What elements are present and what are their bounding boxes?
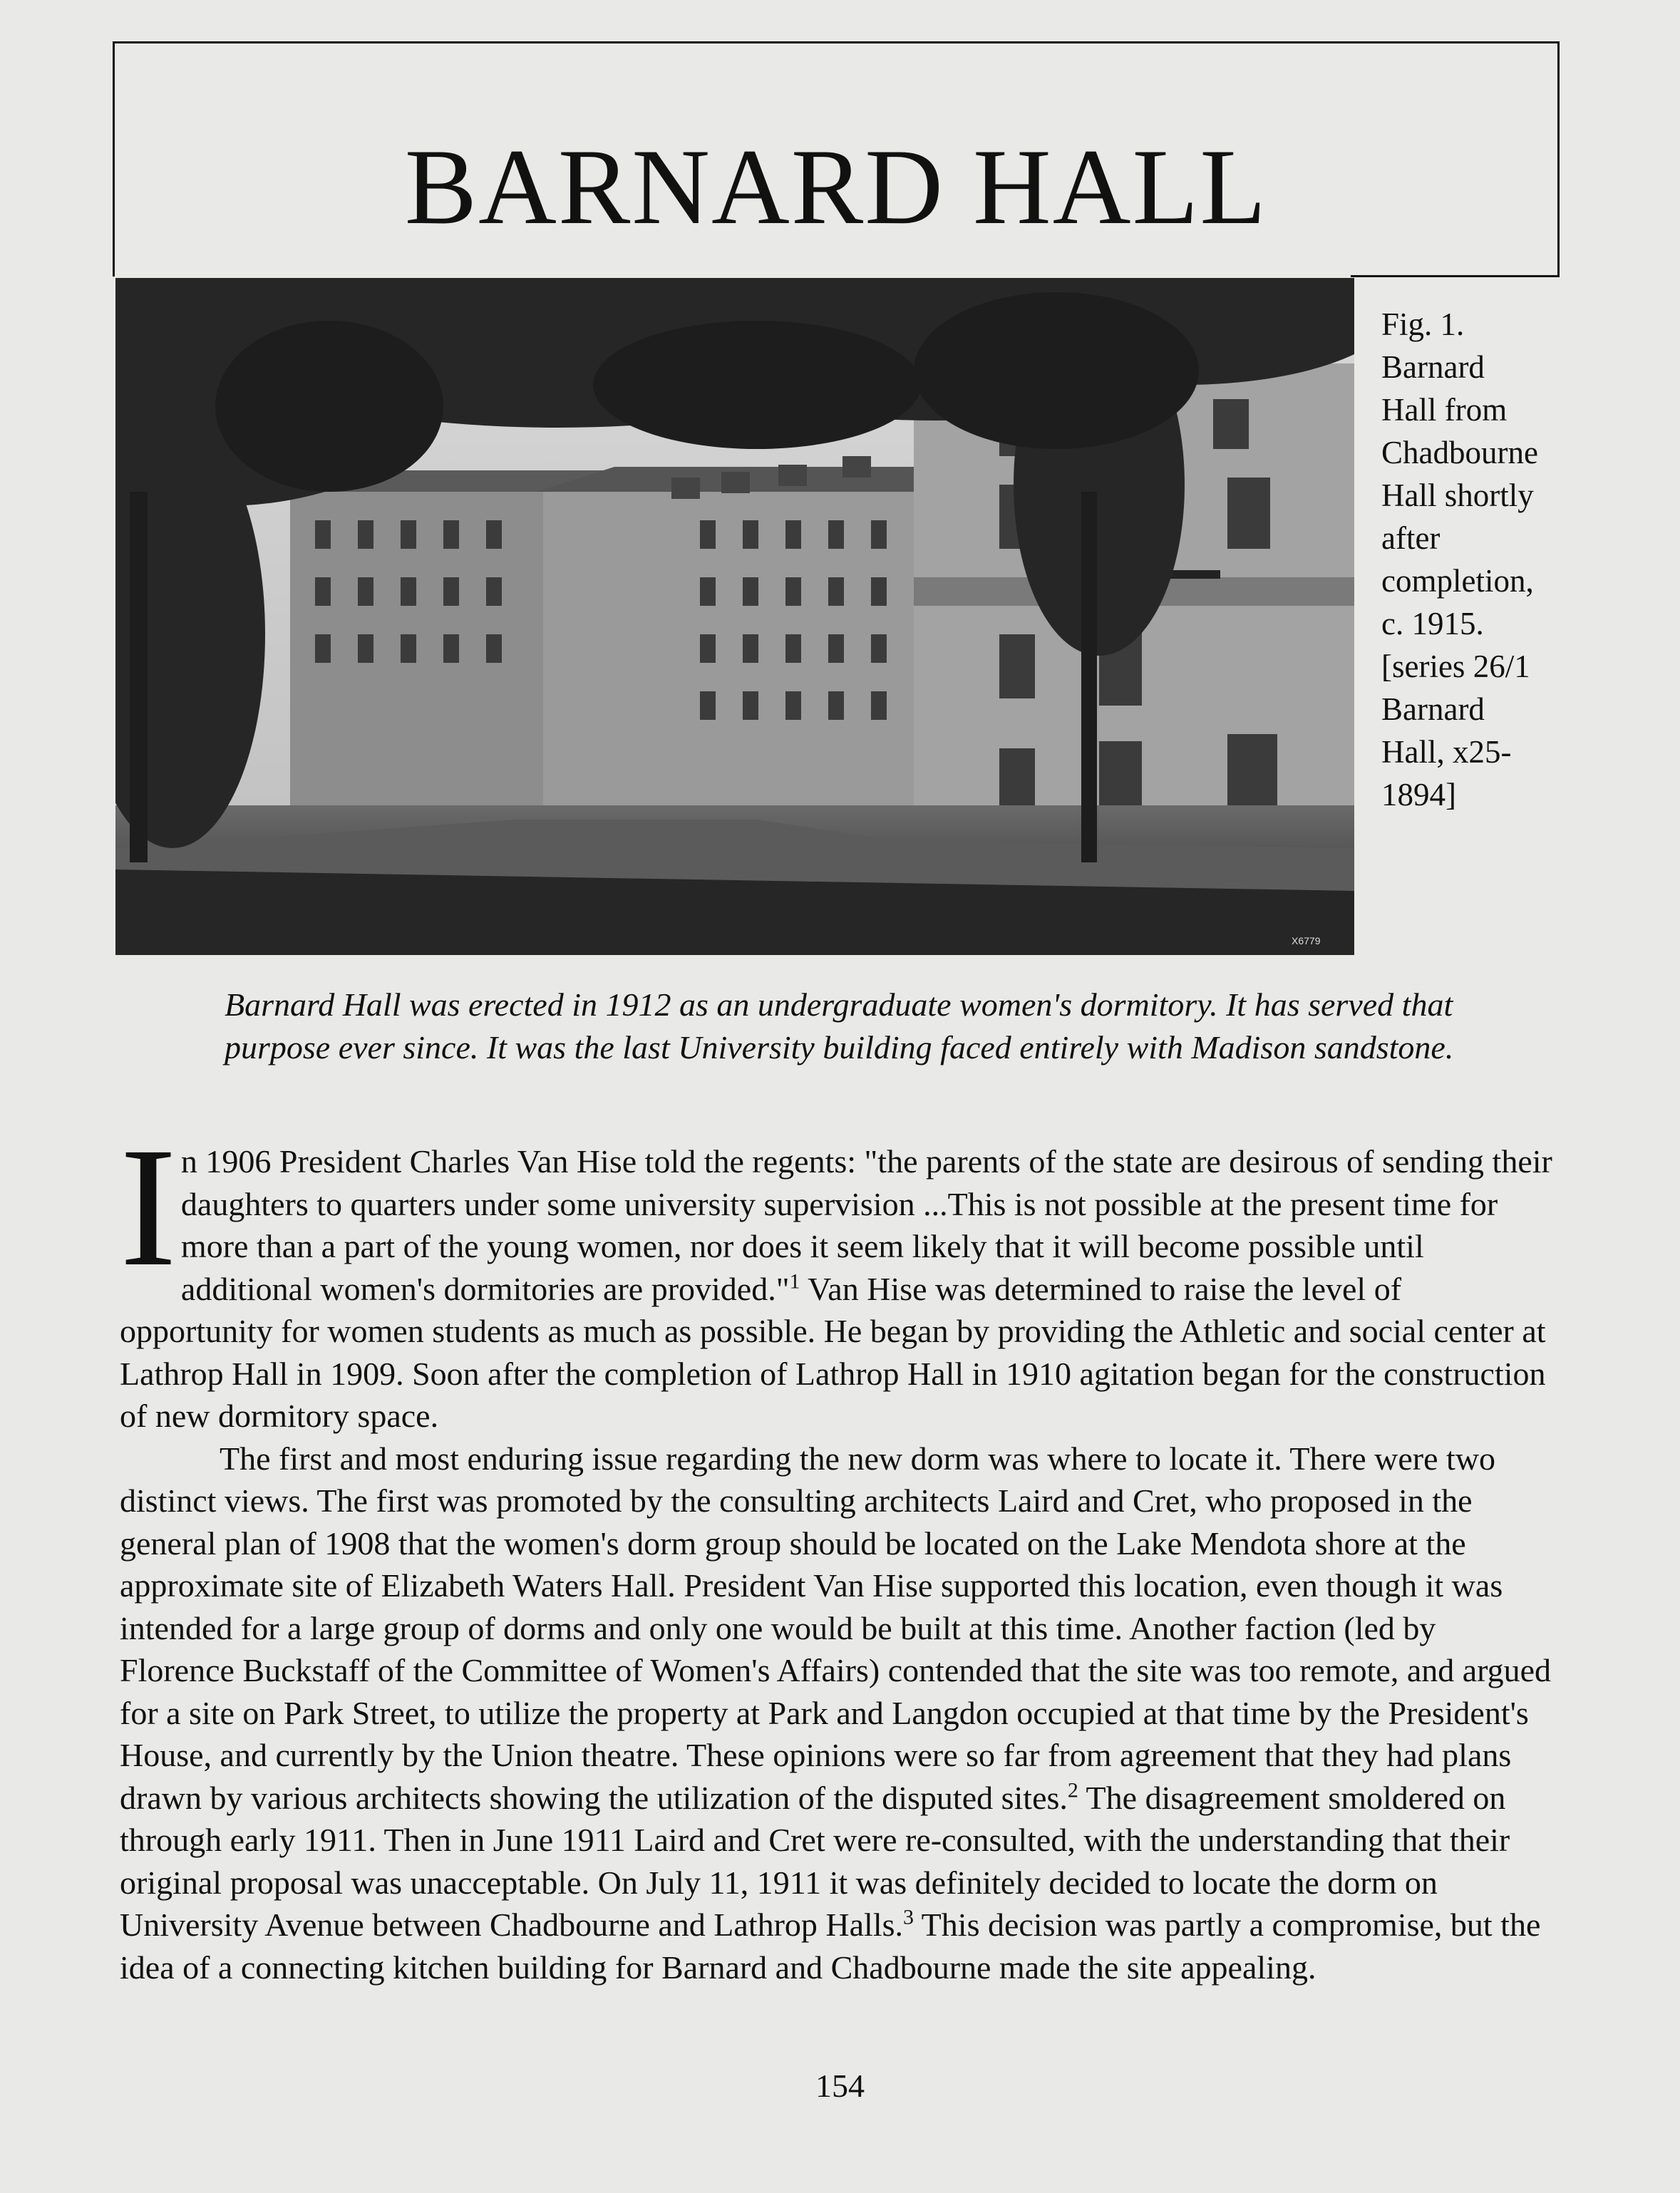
paragraph-1-text-b: Van Hise was determined to raise the level of opportunity for women students as much as possible. He began by providing the Athletic and social center at Lathrop Hall in 1909. Soon after the completion of Lathrop Hall in 1910 agitation began for the construction of new dormitory space. xyxy=(120,1270,1546,1434)
figure-caption-line: [series 26/1 xyxy=(1381,649,1530,684)
figure-caption-line: Chadbourne xyxy=(1381,435,1538,470)
footnote-ref-2: 2 xyxy=(1067,1778,1078,1802)
page-title: BARNARD HALL xyxy=(404,127,1268,247)
article-body xyxy=(120,1112,1554,1988)
drop-cap: I xyxy=(120,1112,177,1301)
figure-caption xyxy=(1381,303,1552,816)
figure-caption-line: after xyxy=(1381,520,1441,556)
figure-caption-line: Fig. 1. xyxy=(1381,306,1465,342)
title-frame-bottom-rule xyxy=(1351,275,1560,277)
figure-caption-line: Hall shortly xyxy=(1381,478,1534,513)
paragraph-2-text-b: The disagreement smoldered on through early 1911. Then in June 1911 Laird and Cret were re-consulted, with the understanding that their original proposal was unacceptable. On July 11, 1911 it was definitely decided to locate the dorm on University Avenue between Chadbourne and Lathrop Halls. xyxy=(120,1779,1510,1943)
figure-caption-line: Hall from xyxy=(1381,392,1508,428)
photo-summary-caption: Barnard Hall was erected in 1912 as an undergraduate women's dormitory. It has served that purpose ever since. It was the last University building faced entirely with Madison sandstone. xyxy=(225,986,1454,1065)
figure-caption-line: 1894] xyxy=(1381,777,1456,812)
paragraph-2-text-c: This decision was partly a compromise, but the idea of a connecting kitchen building for Barnard and Chadbourne made the site appealing. xyxy=(120,1906,1541,1986)
footnote-ref-3: 3 xyxy=(903,1905,914,1929)
barnard-hall-photo xyxy=(115,278,1354,955)
figure-caption-line: Hall, x25- xyxy=(1381,734,1512,770)
figure-caption-line: completion, xyxy=(1381,563,1534,599)
page-number: 154 xyxy=(815,2068,865,2104)
paragraph-1 xyxy=(120,1112,1554,1438)
title-frame xyxy=(113,41,1560,277)
paragraph-2-text-a: The first and most enduring issue regarding the new dorm was where to locate it. There were two distinct views. The first was promoted by the consulting architects Laird and Cret, who proposed in the general plan of 1908 that the women's dorm group should be located on the Lake Mendota shore at the approximate site of Elizabeth Waters Hall. President Van Hise supported this location, even though it was intended for a large group of dorms and only one would be built at this time. Another faction (led by Florence Buckstaff of the Committee of Women's Affairs) contended that the site was too remote, and argued for a site on Park Street, to utilize the property at Park and Langdon occupied at that time by the President's House, and currently by the Union theatre. These opinions were so far from agreement that they had plans drawn by various architects showing the utilization of the disputed sites. xyxy=(120,1440,1552,1816)
paragraph-2 xyxy=(120,1438,1554,1989)
figure-caption-line: Barnard xyxy=(1381,691,1485,727)
figure-caption-line: c. 1915. xyxy=(1381,606,1484,641)
figure-caption-line: Barnard xyxy=(1381,349,1485,385)
paragraph-1-text-a: n 1906 President Charles Van Hise told the regents: "the parents of the state are desirous of sending their daughters to quarters under some university supervision ...This is not possible at the present time for more than a part of the young women, nor does it seem likely that it will become possible until additional women's dormitories are provided." xyxy=(180,1143,1552,1307)
negative-number: X6779 xyxy=(1292,935,1321,946)
footnote-ref-1: 1 xyxy=(789,1269,800,1294)
